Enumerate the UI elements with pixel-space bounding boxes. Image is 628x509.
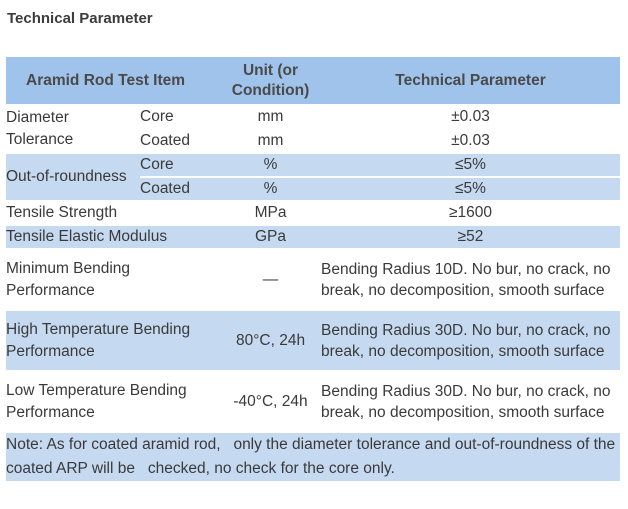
header-test-item: Aramid Rod Test Item	[6, 57, 220, 105]
table-header-row	[6, 57, 620, 105]
diameter-core-value: ±0.03	[321, 105, 620, 129]
note-row	[6, 432, 620, 481]
table-row	[6, 201, 620, 225]
high-temp-value: Bending Radius 30D. No bur, no crack, no break, no decomposition, smooth surface	[321, 310, 620, 371]
table-row	[6, 153, 620, 177]
diameter-core-unit: mm	[220, 105, 321, 129]
header-unit: Unit (or Condition)	[220, 57, 321, 105]
tensile-strength-label: Tensile Strength	[6, 201, 220, 225]
high-temp-label: High Temperature Bending Performance	[6, 310, 220, 371]
table-row	[6, 249, 620, 310]
high-temp-unit: 80°C, 24h	[220, 310, 321, 371]
table-row	[6, 225, 620, 249]
page-title: Technical Parameter	[7, 10, 153, 27]
table-row	[6, 105, 620, 129]
table-row	[6, 371, 620, 432]
note-text: Note: As for coated aramid rod, only the diameter tolerance and out-of-roundness of the coated ARP will be checked, no check for the core only.	[6, 432, 620, 481]
roundness-coated-sub: Coated	[140, 177, 220, 201]
roundness-coated-value: ≤5%	[321, 177, 620, 201]
technical-parameter-table	[6, 57, 620, 481]
tensile-strength-value: ≥1600	[321, 201, 620, 225]
min-bending-label: Minimum Bending Performance	[6, 249, 220, 310]
low-temp-value: Bending Radius 30D. No bur, no crack, no break, no decomposition, smooth surface	[321, 371, 620, 432]
tensile-modulus-label: Tensile Elastic Modulus	[6, 225, 220, 249]
diameter-core-sub: Core	[140, 105, 220, 129]
table-row	[6, 310, 620, 371]
min-bending-value: Bending Radius 10D. No bur, no crack, no break, no decomposition, smooth surface	[321, 249, 620, 310]
tensile-modulus-unit: GPa	[220, 225, 321, 249]
header-technical-parameter: Technical Parameter	[321, 57, 620, 105]
tensile-strength-unit: MPa	[220, 201, 321, 225]
diameter-tolerance-label: Diameter Tolerance	[6, 105, 140, 153]
roundness-core-value: ≤5%	[321, 153, 620, 177]
roundness-core-unit: %	[220, 153, 321, 177]
diameter-coated-sub: Coated	[140, 129, 220, 153]
diameter-coated-value: ±0.03	[321, 129, 620, 153]
low-temp-label: Low Temperature Bending Performance	[6, 371, 220, 432]
tensile-modulus-value: ≥52	[321, 225, 620, 249]
low-temp-unit: -40°C, 24h	[220, 371, 321, 432]
roundness-core-sub: Core	[140, 153, 220, 177]
roundness-coated-unit: %	[220, 177, 321, 201]
out-of-roundness-label: Out-of-roundness	[6, 153, 140, 201]
diameter-coated-unit: mm	[220, 129, 321, 153]
min-bending-unit: —	[220, 249, 321, 310]
